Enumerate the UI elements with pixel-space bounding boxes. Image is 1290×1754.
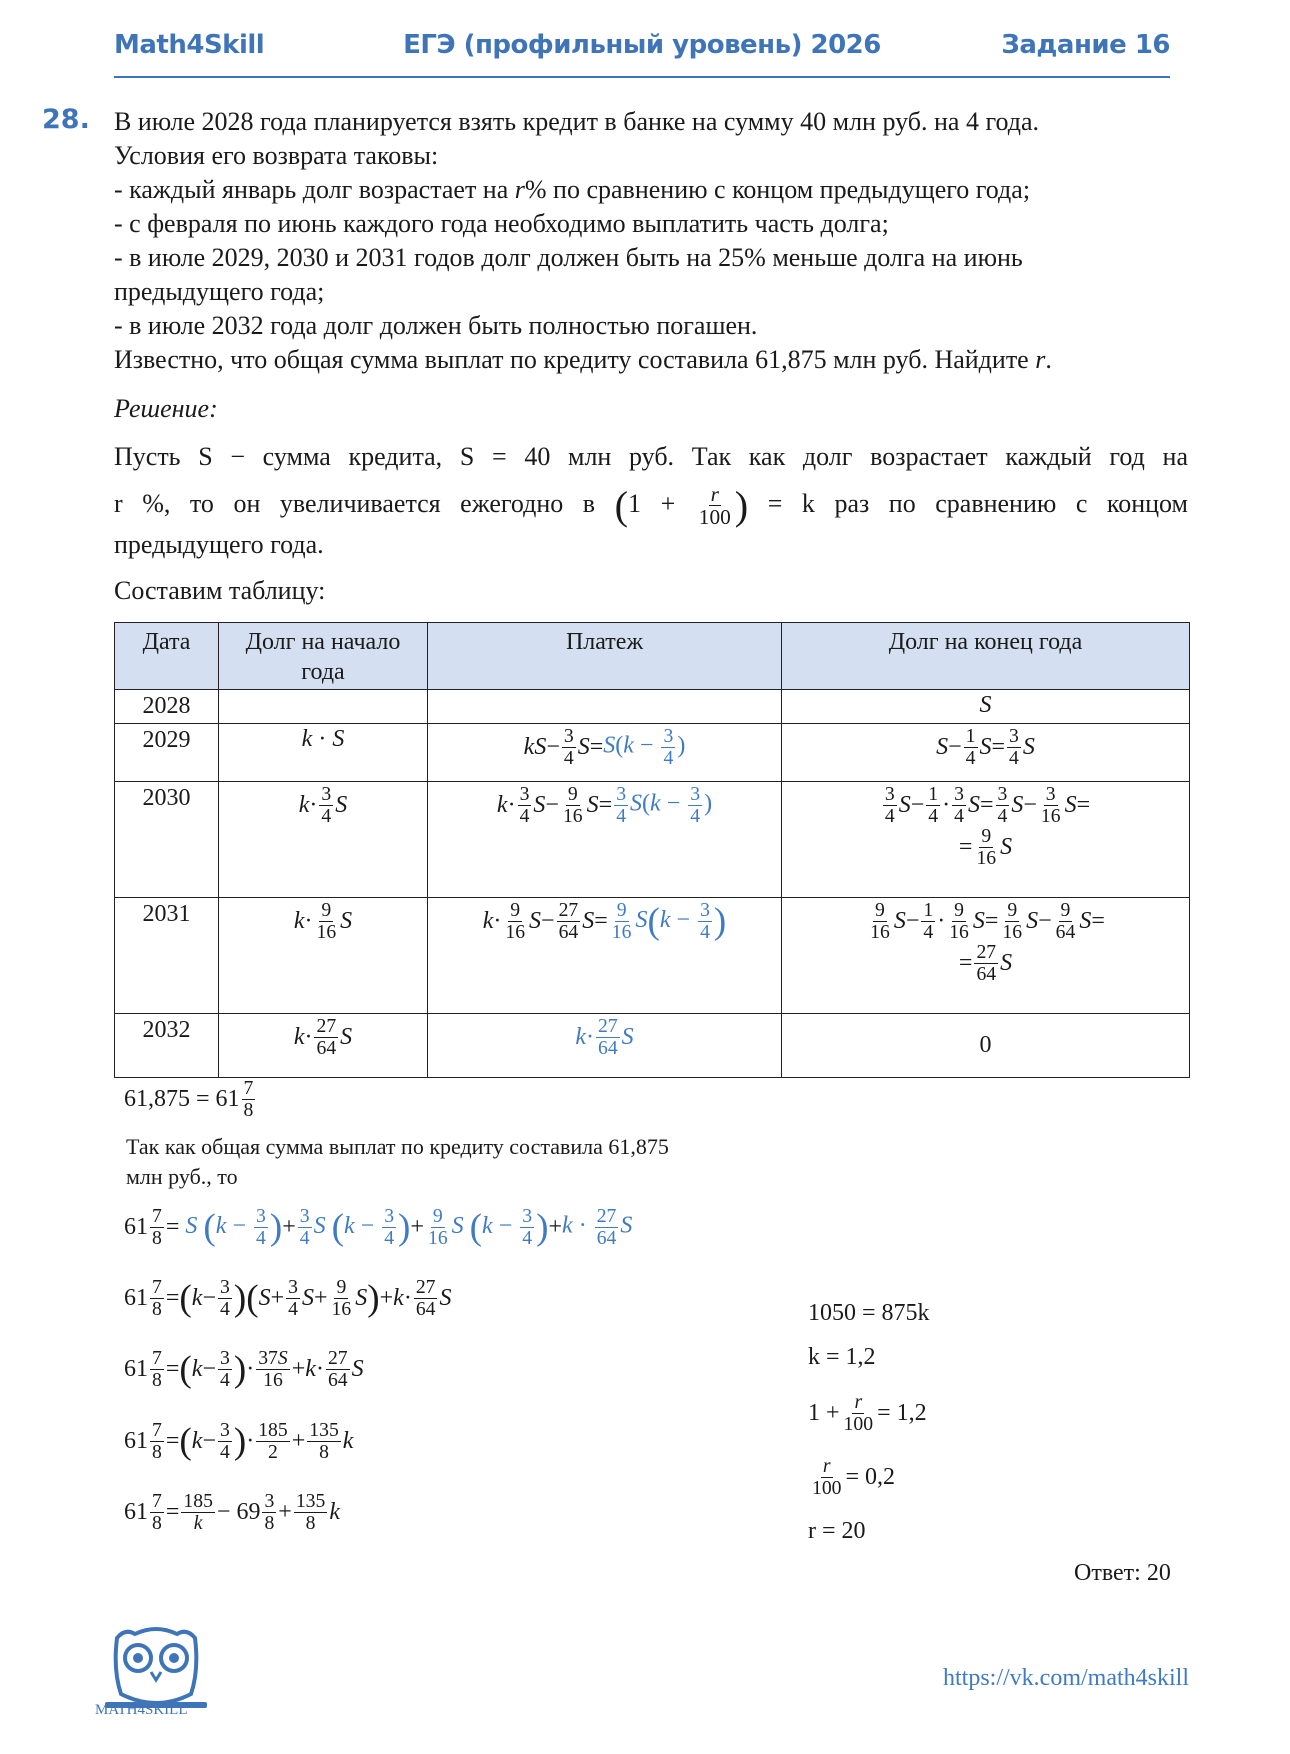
right-line-2: k = 1,2 [808,1344,876,1370]
header-divider [114,76,1170,78]
vk-link[interactable]: https://vk.com/math4skill [943,1665,1189,1691]
problem-line-2: Условия его возврата таковы: [114,141,439,170]
cell-end-2029: S − 1 4 S = 3 4 S [782,724,1190,782]
year-2032: 2032 [115,1014,219,1078]
cell-start-2028 [219,690,428,724]
solution-intro-2: r %, то он увеличивается ежегодно в (1 + $\frac{r}{100}$ ) = k раз по сравнению с концом [114,482,1189,530]
header-payment: Платеж [428,623,782,690]
problem-number: 28. [42,104,90,135]
logo-text: MATH4SKILL [95,1702,188,1718]
problem-line-7: - в июле 2032 года долг должен быть полностью погашен. [114,311,758,340]
header-end-debt: Долг на конец года [782,623,1190,690]
cell-start-2032: k · 27 64 S [219,1014,428,1078]
equation-2: 61 7 8 = ( k − 3 4 ) ( S + 3 4 S + 9 16 S ) + k · 27 64 S [124,1276,452,1320]
right-line-1: 1050 = 875k [808,1300,930,1326]
year-2030: 2030 [115,782,219,898]
brand-label: Math4Skill [114,30,265,60]
cell-start-2030: k · 3 4 S [219,782,428,898]
cell-pay-2030: k · 3 4 S − 9 16 S = $\frac{3}{4}$ S(k − $\frac{3}{4}$ ) [428,782,782,898]
exam-title: ЕГЭ (профильный уровень) 2026 [403,30,881,60]
cell-pay-2029: kS − 3 4 S = S(k − $\frac{3}{4}$ ) [428,724,782,782]
cell-end-2031: 9 16 S − 1 4 · 9 16 S = 9 16 S − 9 64 S = = 27 64 S [782,898,1190,1014]
page-header [114,30,1170,74]
equation-3: 61 7 8 = ( k − 3 4 ) · 37S 16 + k · 27 64 S [124,1347,364,1391]
since-line-1: Так как общая сумма выплат по кредиту составила 61,875 [126,1134,669,1159]
cell-end-2028: S [782,690,1190,724]
task-label: Задание 16 [1001,30,1170,60]
cell-pay-2031: k · 9 16 S − 27 64 S = $\frac{9}{16}$ S(k − $\frac{3}{4}$ ) [428,898,782,1014]
cell-end-2032: 0 [782,1014,1190,1078]
cell-start-2031: k · 9 16 S [219,898,428,1014]
cell-pay-2032: k · 27 64 S [428,1014,782,1078]
right-line-4: $\frac{r}{100}$ = 0,2 [812,1455,896,1499]
cell-start-2029: k · S [219,724,428,782]
answer-label: Ответ: 20 [1074,1560,1171,1586]
right-line-5: r = 20 [808,1518,866,1544]
header-start-debt: Долг на начало года [219,623,428,690]
problem-line-5: - в июле 2029, 2030 и 2031 годов долг должен быть на 25% меньше долга на июнь [114,243,1023,272]
equation-5: 61 7 8 = 185 k − 69 3 8 + 135 8 k [124,1490,341,1534]
equation-1: 61 7 8 = S (k − $\frac{3}{4}$ ) + $\frac{3}{4}$ S (k − $\frac{3}{4}$ ) + $\frac{9}{16}$ S (k − $\frac{3}{4}$ ) + k · $\frac{27}{64}$ S [124,1205,633,1249]
problem-line-1: В июле 2028 года планируется взять кредит в банке на сумму 40 млн руб. на 4 года. [114,107,1040,136]
equation-4: 61 7 8 = ( k − 3 4 ) · 185 2 + 135 8 k [124,1419,354,1463]
cell-end-2030: 3 4 S − 1 4 · 3 4 S = 3 4 S − 3 16 S = = 9 16 S [782,782,1190,898]
solution-intro-1: Пусть S − сумма кредита, S = 40 млн руб. Так как долг возрастает каждый год на [114,442,1188,471]
solution-heading: Решение: [114,394,218,423]
year-2031: 2031 [115,898,219,1014]
problem-line-3: - каждый январь долг возрастает на r% по сравнению с концом предыдущего года; [114,175,1031,204]
since-line-2: млн руб., то [126,1164,238,1189]
problem-line-4: - с февраля по июнь каждого года необходимо выплатить часть долга; [114,209,889,238]
cell-pay-2028 [428,690,782,724]
conversion-line: 61,875 = 61 7 8 [124,1077,254,1121]
table-intro: Составим таблицу: [114,576,326,605]
right-line-3: 1 + $\frac{r}{100}$ = 1,2 [808,1391,927,1435]
problem-line-6: предыдущего года; [114,277,325,306]
header-date: Дата [115,623,219,690]
problem-line-8: Известно, что общая сумма выплат по кредиту составила 61,875 млн руб. Найдите r. [114,345,1052,374]
year-2028: 2028 [115,690,219,724]
year-2029: 2029 [115,724,219,782]
debt-table [114,622,1190,1078]
solution-intro-3: предыдущего года. [114,530,324,559]
